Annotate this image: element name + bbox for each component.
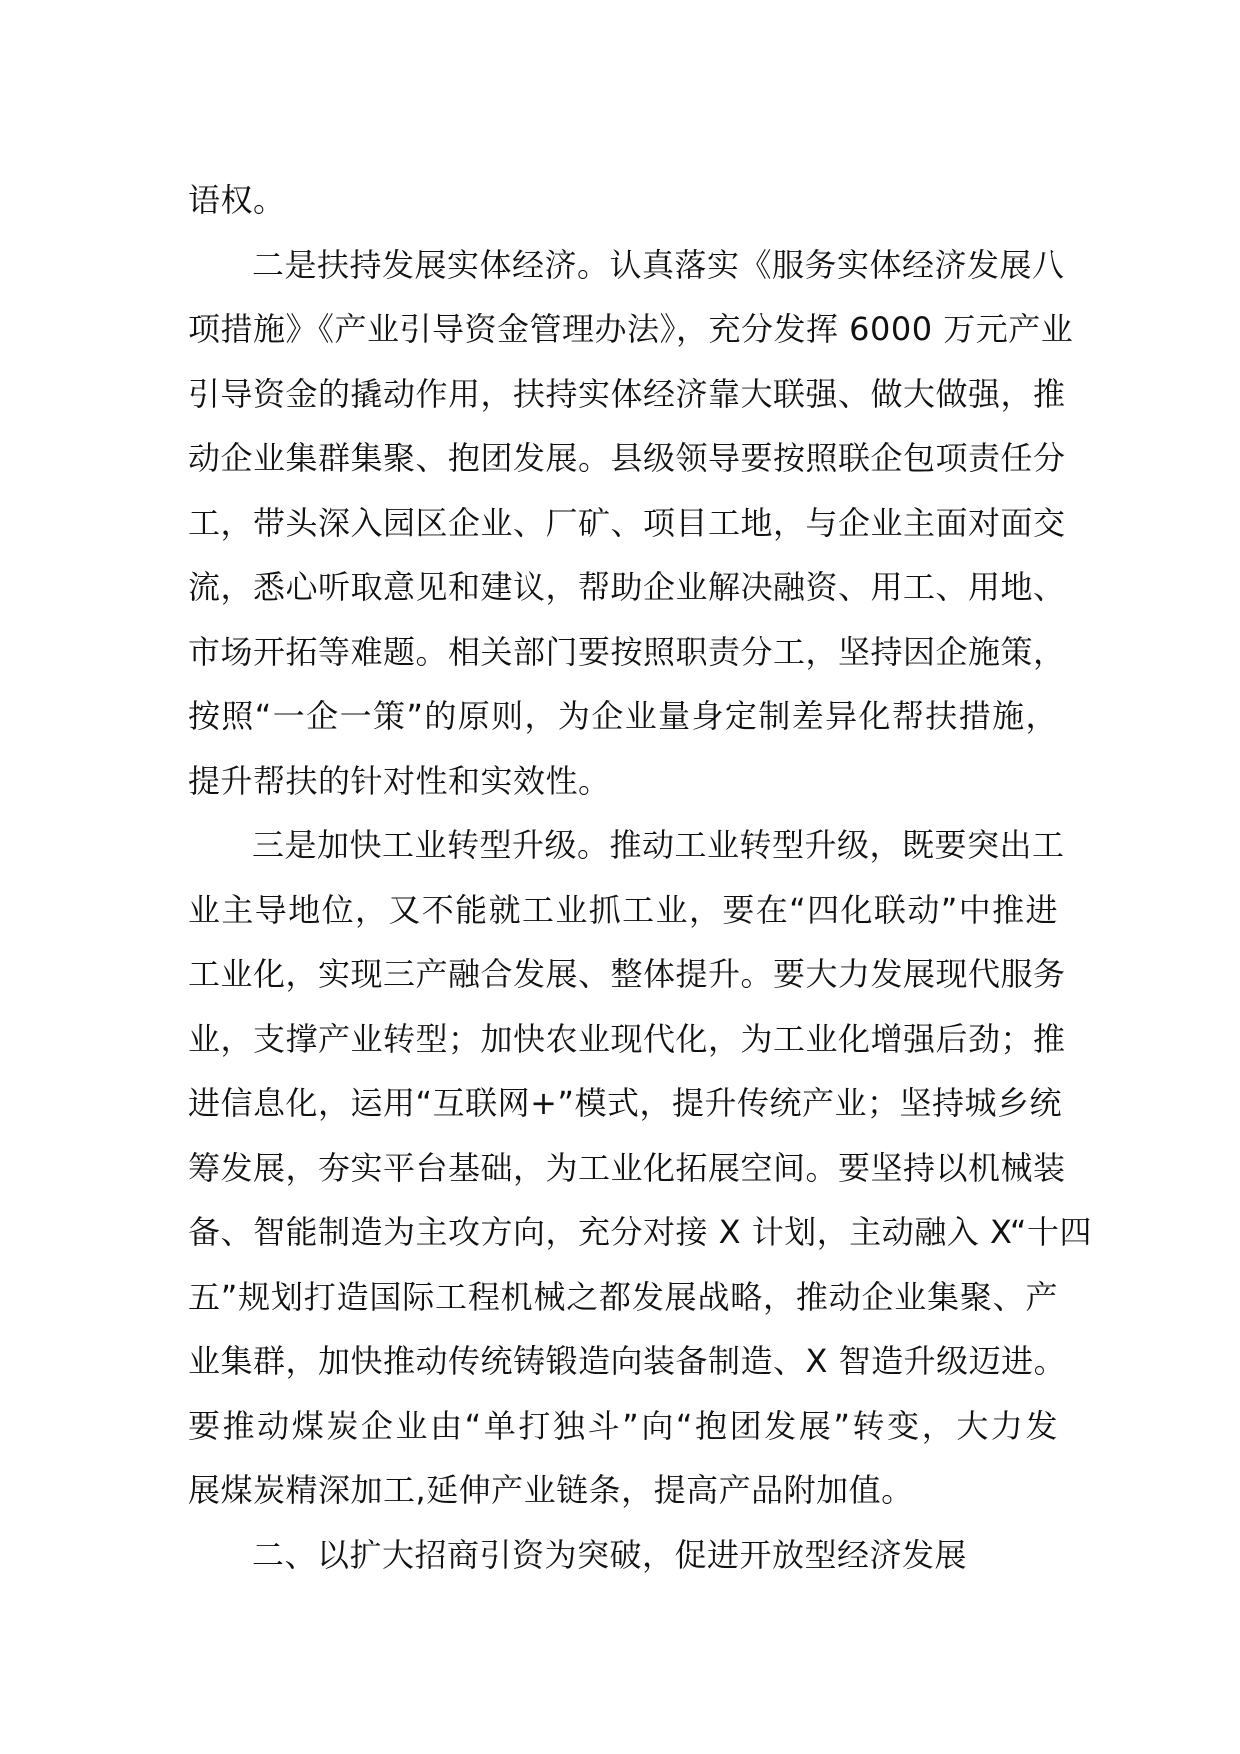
text-line: 进信息化，运用“互联网+”模式，提升传统产业；坚持城乡统 [188,1084,1062,1122]
text-line: 流，悉心听取意见和建议，帮助企业解决融资、用工、用地、 [188,568,1066,606]
text-line: 要推动煤炭企业由“单打独斗”向“抱团发展”转变，大力发 [188,1406,1058,1445]
paragraph-start-line: 三是加快工业转型升级。推动工业转型升级，既要突出工 [252,826,1065,864]
section-heading: 二、以扩大招商引资为突破，促进开放型经济发展 [252,1535,968,1574]
text-line: 展煤炭精深加工,延伸产业链条，提高产品附加值。 [188,1471,914,1509]
text-line: 业集群，加快推动传统铸锻造向装备制造、X 智造升级迈进。 [188,1342,1067,1380]
body-text [188,168,1092,1587]
text-line: 筹发展，夯实平台基础，为工业化拓展空间。要坚持以机械装 [188,1148,1066,1187]
text-line: 业，支撑产业转型；加快农业现代化，为工业化增强后劲；推 [188,1019,1066,1058]
text-line: 工业化，实现三产融合发展、整体提升。要大力发展现代服务 [188,955,1066,993]
paragraph-start-line: 二是扶持发展实体经济。认真落实《服务实体经济发展八 [252,245,1065,284]
text-line: 语权。 [188,181,286,219]
text-line: 市场开拓等难题。相关部门要按照职责分工，坚持因企施策， [188,632,1066,671]
text-line: 业主导地位，又不能就工业抓工业，要在“四化联动”中推进 [188,890,1058,929]
text-line: 项措施》《产业引导资金管理办法》，充分发挥 6000 万元产业 [188,310,1074,348]
text-line: 提升帮扶的针对性和实效性。 [188,761,611,800]
text-line: 工，带头深入园区企业、厂矿、项目工地，与企业主面对面交 [188,503,1066,542]
text-line: 引导资金的撬动作用，扶持实体经济靠大联强、做大做强，推 [188,374,1066,413]
text-line: 按照“一企一策”的原则，为企业量身定制差异化帮扶措施， [188,697,1058,735]
text-line: 动企业集群集聚、抱团发展。县级领导要按照联企包项责任分 [188,439,1066,477]
text-line: 备、智能制造为主攻方向，充分对接 X 计划，主动融入 X“十四 [188,1213,1092,1251]
text-line: 五”规划打造国际工程机械之都发展战略，推动企业集聚、产 [188,1277,1058,1316]
